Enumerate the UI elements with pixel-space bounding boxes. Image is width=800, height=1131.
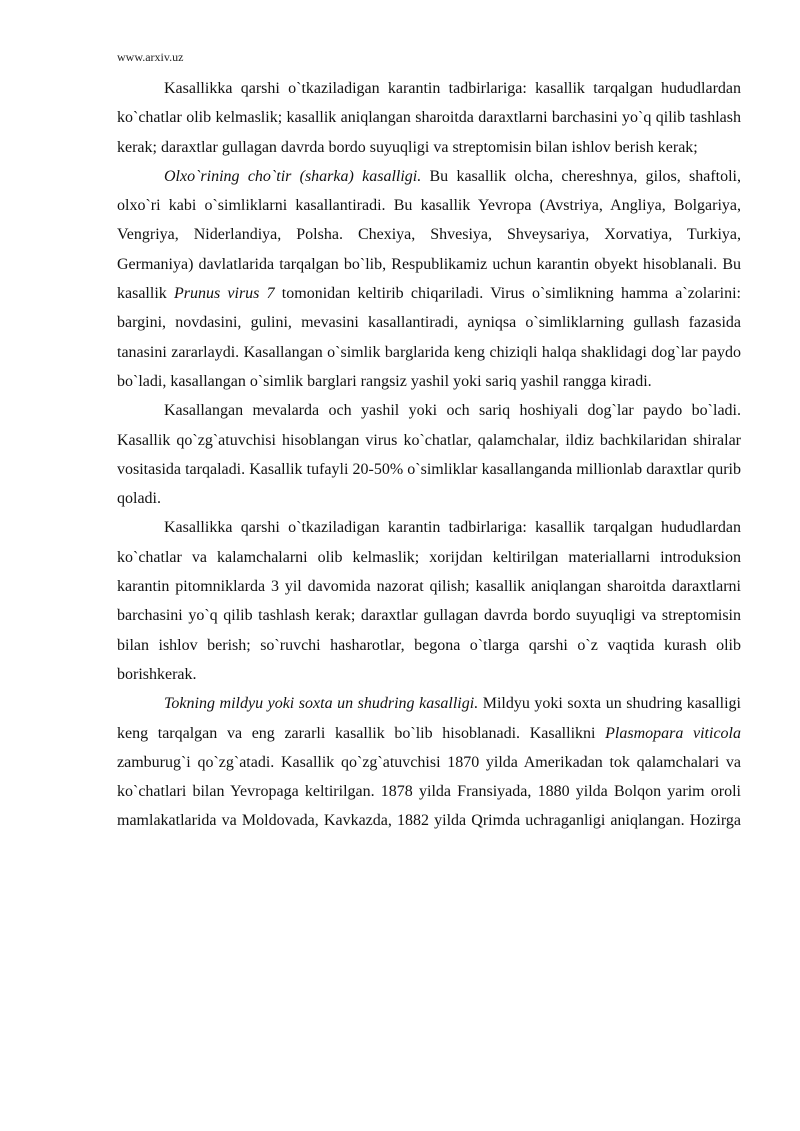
pathogen-name: Plasmopara viticola [605, 724, 741, 742]
paragraph-quarantine-measures-1: Kasallikka qarshi o`tkaziladigan karantin tadbirlariga: kasallik tarqalgan hududlardan ko`chatlar olib kelmaslik; kasallik aniqlangan sharoitda daraxtlarni barchasini yo`q qilib tashlash kerak; daraxtlar gullagan davrda bordo suyuqligi va streptomisin bilan ishlov berish kerak; [117, 80, 741, 156]
disease-title-mildew: Tokning mildyu yoki soxta un shudring kasalligi. [164, 695, 479, 713]
page-body [117, 74, 741, 836]
site-url: www.arxiv.uz [117, 50, 184, 64]
disease-title-sharka: Olxo`rining cho`tir (sharka) kasalligi. [164, 167, 422, 185]
paragraph-text: zamburug`i qo`zg`atadi. Kasallik qo`zg`atuvchisi 1870 yilda Amerikadan tok qalamchalari va ko`chatlari bilan Yevropaga keltirilgan. 1878 yilda Fransiyada, 1880 yilda Bolqon yarim oroli mamlakatlarida va Moldovada, Kavkazda, 1882 yilda Qrimda uchraganligi aniqlangan. Hozirga [117, 753, 741, 830]
paragraph-text: tomonidan keltirib chiqariladi. Virus o`simlikning hamma a`zolarini: bargini, novdasini, gulini, mevasini kasallantiradi, ayniqsa o`simliklarning gullash fazasida tanasini zararlaydi. Kasallangan o`simlik barglarida keng chiziqli halqa shaklidagi dog`lar paydo bo`ladi, kasallangan o`simlik barglari rangsiz yashil yoki sariq yashil rangga kiradi. [117, 285, 742, 390]
paragraph-grape-mildew [117, 689, 741, 835]
paragraph-fruit-symptoms: Kasallangan mevalarda och yashil yoki och sariq hoshiyali dog`lar paydo bo`ladi. Kasallik qo`zg`atuvchisi hisoblangan virus ko`chatlar, qalamchalar, ildiz bachkilaridan shiralar vositasida tarqaladi. Kasallik tufayli 20-50% o`simliklar kasallanganda millionlab daraxtlar qurib qoladi. [117, 402, 741, 508]
paragraph-plum-sharka [117, 162, 741, 396]
paragraph-quarantine-measures-2: Kasallikka qarshi o`tkaziladigan karantin tadbirlariga: kasallik tarqalgan hududlardan ko`chatlar va kalamchalarni olib kelmaslik; xorijdan keltirilgan materiallarni introduksion karantin pitomniklarda 3 yil davomida nazorat qilish; kasallik aniqlangan sharoitda daraxtlarni barchasini yo`q qilib tashlash kerak; daraxtlar gullagan davrda bordo suyuqligi va streptomisin bilan ishlov berish; so`ruvchi hasharotlar, begona o`tlarga qarshi o`z vaqtida kurash olib borishkerak. [117, 519, 741, 683]
paragraph-text: Mildyu yoki soxta un shudring kasalligi keng tarqalgan va eng zararli kasallik bo`lib hisoblanadi. Kasallikni [117, 695, 742, 742]
pathogen-name: Prunus virus 7 [173, 285, 275, 303]
paragraph-text: Bu kasallik olcha, chereshnya, gilos, shaftoli, olxo`ri kabi o`simliklarni kasallantiradi. Bu kasallik Yevropa (Avstriya, Angliya, Bolgariya, Vengriya, Niderlandiya, Polsha. Chexiya, Shvesiya, Shveysariya, Xorvatiya, Turkiya, Germaniya) davlatlarida tarqalgan bo`lib, Respublikamiz uchun karantin obyekt hisoblanali. Bu kasallik [117, 167, 742, 303]
